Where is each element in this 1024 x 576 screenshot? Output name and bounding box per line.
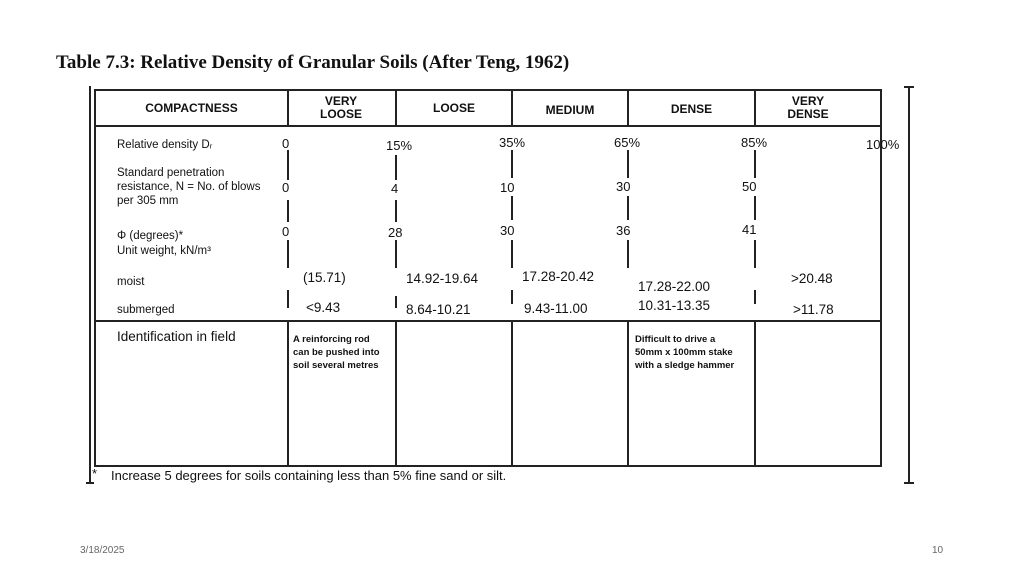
tick-5b bbox=[754, 196, 756, 220]
phi-value-28: 28 bbox=[388, 225, 403, 240]
spt-value-10: 10 bbox=[500, 180, 515, 195]
moist-medium: 17.28-20.42 bbox=[522, 269, 595, 284]
table-border-bottom bbox=[94, 465, 882, 467]
tick-5c bbox=[754, 240, 756, 268]
tick-4b bbox=[627, 196, 629, 220]
left-rail-foot bbox=[86, 482, 94, 484]
left-rail bbox=[89, 86, 91, 484]
header-very-dense: VERY DENSE bbox=[787, 94, 829, 121]
rd-value-65: 65% bbox=[614, 135, 641, 150]
rd-value-85: 85% bbox=[741, 135, 768, 150]
phi-value-41: 41 bbox=[742, 222, 757, 237]
tick-2b bbox=[395, 200, 397, 222]
spt-value-50: 50 bbox=[742, 179, 757, 194]
moist-dense: 17.28-22.00 bbox=[638, 279, 711, 294]
header-divider-5 bbox=[754, 89, 756, 126]
slide-number: 10 bbox=[932, 545, 944, 556]
submerged-very-loose: <9.43 bbox=[306, 300, 341, 315]
tick-5a bbox=[754, 150, 756, 178]
moist-loose: 14.92-19.64 bbox=[406, 271, 479, 286]
footnote-mark: * bbox=[92, 466, 98, 481]
label-unit-weight: Unit weight, kN/m³ bbox=[117, 245, 211, 257]
phi-value-30: 30 bbox=[500, 223, 515, 238]
footnote: Increase 5 degrees for soils containing less than 5% fine sand or silt. bbox=[111, 468, 507, 483]
id-divider-2 bbox=[395, 320, 397, 467]
label-moist: moist bbox=[117, 276, 145, 288]
rd-value-35: 35% bbox=[499, 135, 526, 150]
submerged-very-dense: >11.78 bbox=[793, 302, 834, 317]
header-divider-1 bbox=[287, 89, 289, 126]
spt-value-30: 30 bbox=[616, 179, 631, 194]
table-border-left bbox=[94, 89, 96, 467]
id-divider-1 bbox=[287, 320, 289, 467]
phi-value-0: 0 bbox=[282, 224, 290, 239]
table-title: Table 7.3: Relative Density of Granular Soils (After Teng, 1962) bbox=[56, 52, 570, 73]
header-medium: MEDIUM bbox=[545, 103, 595, 117]
tick-1a bbox=[287, 150, 289, 180]
label-relative-density: Relative density Dᵣ bbox=[117, 139, 213, 151]
id-divider-3 bbox=[511, 320, 513, 467]
submerged-loose: 8.64-10.21 bbox=[406, 302, 471, 317]
tick-4a bbox=[627, 150, 629, 178]
tick-2c bbox=[395, 240, 397, 268]
tick-3a bbox=[511, 150, 513, 178]
rd-value-0: 0 bbox=[282, 136, 290, 151]
tick-5d bbox=[754, 290, 756, 304]
tick-1b bbox=[287, 200, 289, 222]
identification-dense: Difficult to drive a 50mm x 100mm stake with a sledge hammer bbox=[635, 334, 735, 371]
right-rail-foot bbox=[904, 482, 914, 484]
spt-value-4: 4 bbox=[391, 181, 399, 196]
label-spt: Standard penetration resistance, N = No. of blows per 305 mm bbox=[117, 167, 261, 207]
submerged-dense: 10.31-13.35 bbox=[638, 298, 711, 313]
rd-value-100: 100% bbox=[866, 137, 900, 152]
header-rule bbox=[94, 125, 882, 127]
right-rail-cap bbox=[904, 86, 914, 88]
tick-3c bbox=[511, 240, 513, 268]
moist-very-dense: >20.48 bbox=[791, 271, 833, 286]
tick-4c bbox=[627, 240, 629, 268]
moist-very-loose: (15.71) bbox=[303, 270, 346, 285]
label-identification: Identification in field bbox=[117, 329, 236, 344]
rd-value-15: 15% bbox=[386, 138, 413, 153]
submerged-medium: 9.43-11.00 bbox=[524, 301, 588, 316]
header-very-loose: VERY LOOSE bbox=[319, 94, 362, 121]
id-divider-4 bbox=[627, 320, 629, 467]
identification-rule bbox=[94, 320, 882, 322]
label-submerged: submerged bbox=[117, 304, 175, 316]
right-rail bbox=[908, 86, 910, 484]
table-border-top bbox=[94, 89, 882, 91]
slide-date: 3/18/2025 bbox=[80, 545, 125, 556]
tick-1c bbox=[287, 240, 289, 268]
label-phi: Φ (degrees)* bbox=[117, 230, 184, 242]
tick-3d bbox=[511, 290, 513, 304]
tick-3b bbox=[511, 196, 513, 220]
phi-value-36: 36 bbox=[616, 223, 631, 238]
spt-value-0: 0 bbox=[282, 180, 290, 195]
tick-1d bbox=[287, 290, 289, 308]
identification-very-loose: A reinforcing rod can be pushed into soil several metres bbox=[293, 334, 380, 371]
id-divider-5 bbox=[754, 320, 756, 467]
header-dense: DENSE bbox=[670, 102, 713, 116]
header-loose: LOOSE bbox=[432, 101, 475, 115]
tick-2d bbox=[395, 296, 397, 308]
header-compactness: COMPACTNESS bbox=[145, 101, 238, 115]
tick-2a bbox=[395, 155, 397, 180]
